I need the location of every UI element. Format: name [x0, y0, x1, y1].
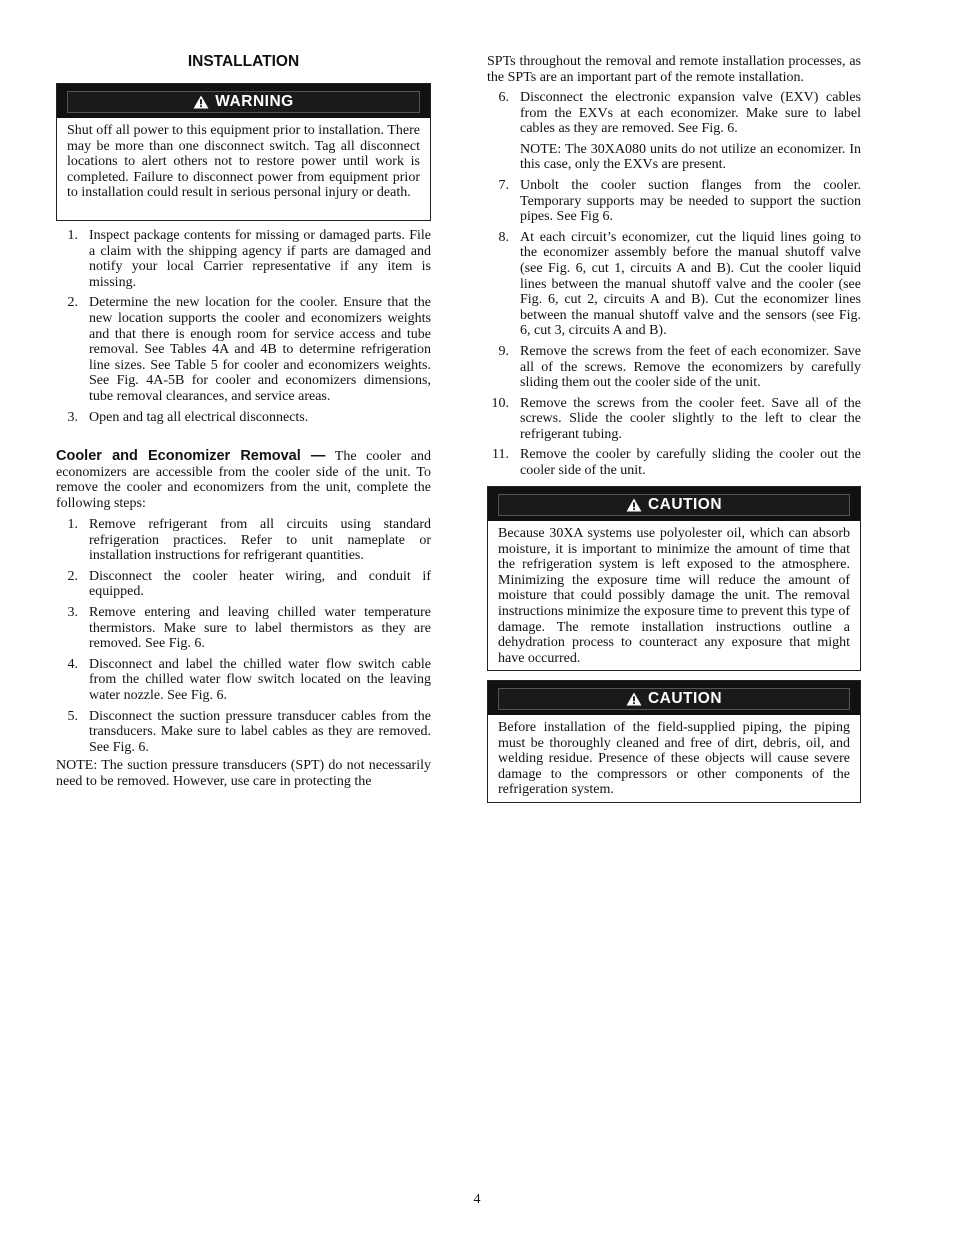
section-title: INSTALLATION [187, 53, 300, 70]
note-item: NOTE: The 30XA080 units do not utilize an economizer. In this case, only the EXVs are present. [520, 141, 861, 173]
removal-steps [56, 517, 431, 760]
spt-note-continued: SPTs throughout the removal and remote installation processes, as the SPTs are an important part of the remote installation. [487, 54, 861, 85]
list-item: 7. Unbolt the cooler suction flanges from the cooler. Temporary supports may be needed to support the suction pipes. See Fig 6. [498, 177, 861, 225]
list-item: 10. Remove the screws from the cooler feet. Save all of the screws. Slide the cooler slightly to the left to clear the refrigerant tubing. [491, 395, 861, 442]
caution-box-piping [487, 680, 861, 803]
list-item: 9. Remove the screws from the feet of each economizer. Save all of the screws. Remove the economizers by carefully sliding them out the cooler side of the unit. [498, 343, 861, 391]
caution-label: CAUTION [647, 496, 723, 513]
list-item: 6. Disconnect the electronic expansion valve (EXV) cables from the EXVs at each economizer. Make sure to label cables as they are removed. See Fig. 6. [498, 90, 861, 137]
spt-note: NOTE: The suction pressure transducers (SPT) do not necessarily need to be removed. However, use care in protecting the [56, 758, 431, 789]
warning-box [56, 83, 431, 221]
list-item: 8. At each circuit’s economizer, cut the liquid lines going to the economizer assembly before the manual shutoff valve (see Fig. 6, cut 1, circuits A and B). Cut the cooler liquid lines between the manual shutoff valve and the cooler (see Fig. 6, cut 2, circuits A and B). Cut the economizer lines between the manual shutoff valve and the sensors (see Fig. 6, cut 3, circuits A and B). [498, 229, 861, 339]
list-item: 1. Inspect package contents for missing or damaged parts. File a claim with the shipping agency if parts are damaged and notify your local Carrier representative if any item is missing. [67, 228, 431, 290]
caution-header [488, 487, 860, 521]
caution-label: CAUTION [647, 690, 723, 707]
list-item: 5. Disconnect the suction pressure transducer cables from the transducers. Make sure to label cables as they are removed. See Fig. 6. [67, 708, 431, 755]
page-number: 4 [473, 1192, 481, 1207]
installation-steps [56, 228, 431, 430]
caution-box-oil [487, 486, 861, 671]
removal-steps-continued [487, 90, 861, 484]
list-item: 1. Remove refrigerant from all circuits using standard refrigeration practices. Refer to unit nameplate or installation instructions for refrigerant quantities. [67, 517, 431, 564]
list-item: 3. Remove entering and leaving chilled water temperature thermistors. Make sure to label thermistors as they are removed. See Fig. 6. [67, 604, 431, 652]
warning-triangle-icon [626, 498, 642, 512]
removal-heading: Cooler and Economizer Removal — [56, 448, 326, 464]
list-item: 2. Disconnect the cooler heater wiring, and conduit if equipped. [67, 568, 431, 600]
caution-text: Before installation of the field-supplied piping, the piping must be thoroughly cleaned and free of dirt, debris, oil, and welding residue. Presence of these objects will cause severe damage to the compressors or other components of the refrigeration system. [498, 720, 850, 798]
warning-label: WARNING [215, 93, 294, 110]
warning-text: Shut off all power to this equipment prior to installation. There may be more than one disconnect switch. Tag all disconnect locations to alert others not to restore power until work is completed. Failure to disconnect power from equipment prior to installation could result in serious personal injury or death. [67, 123, 420, 201]
warning-triangle-icon [193, 95, 209, 109]
removal-intro: Cooler and Economizer Removal — The cooler and economizers are accessible from the cooler side of the unit. To remove the cooler and economizers from the unit, complete the following steps: [56, 448, 431, 511]
warning-triangle-icon [626, 692, 642, 706]
list-item: 4. Disconnect and label the chilled water flow switch cable from the chilled water flow switch located on the leaving water nozzle. See Fig. 6. [67, 656, 431, 703]
caution-header [488, 681, 860, 715]
list-item: 11. Remove the cooler by carefully sliding the cooler out the cooler side of the unit. [492, 447, 861, 479]
warning-header [57, 84, 430, 118]
list-item: 3. Open and tag all electrical disconnects. [67, 409, 309, 425]
caution-text: Because 30XA systems use polyolester oil, which can absorb moisture, it is important to minimize the amount of time that the refrigeration system is left exposed to the atmosphere. Minimizing the exposure time will reduce the amount of moisture that could possibly damage the unit. The removal instructions minimize the exposure time to prevent this type of damage. The remote installation instructions outline a dehydration process to counteract any exposure that might have occurred. [498, 526, 850, 666]
list-item: 2. Determine the new location for the cooler. Ensure that the new location supports the cooler and economizers weights and that there is enough room for service access and tube removal. See Tables 4A and 4B to determine refrigeration line sizes. See Table 5 for cooler and economizers weights. See Fig. 4A-5B for cooler and economizers dimensions, tube removal clearances, and service areas. [67, 295, 431, 404]
